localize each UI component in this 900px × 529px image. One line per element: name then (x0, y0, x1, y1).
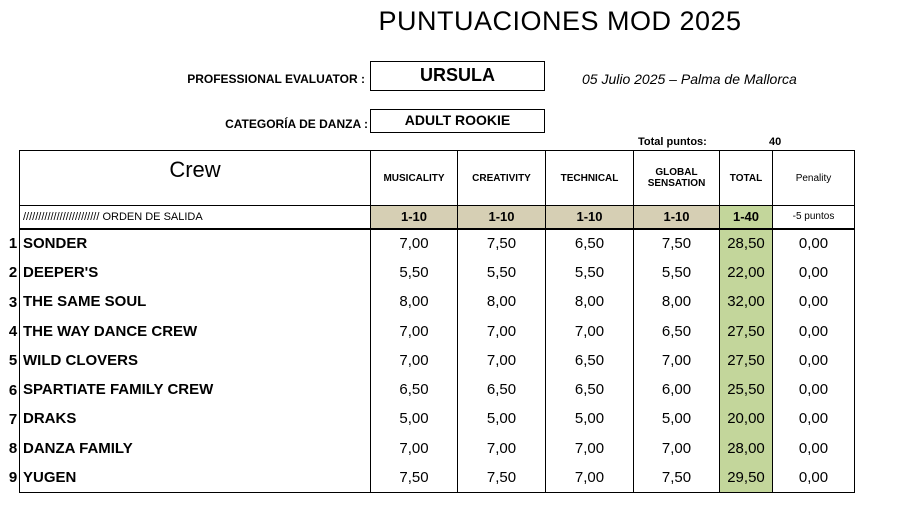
global-sensation-score: 7,00 (634, 434, 720, 463)
global-sensation-score: 6,00 (634, 375, 720, 404)
evaluator-name: URSULA (370, 61, 545, 91)
order-number: 4 (8, 322, 18, 340)
penality-score: 0,00 (773, 434, 855, 463)
total-score: 20,00 (720, 404, 773, 433)
table-row (20, 258, 855, 287)
technical-score: 6,50 (546, 346, 634, 375)
global-sensation-score: 7,50 (634, 463, 720, 492)
total-score: 25,50 (720, 375, 773, 404)
penality-score: 0,00 (773, 346, 855, 375)
table-row (20, 404, 855, 433)
crew-name: SONDER (20, 229, 371, 258)
penality-score: 0,00 (773, 463, 855, 492)
technical-score: 5,50 (546, 258, 634, 287)
penality-score: 0,00 (773, 316, 855, 345)
technical-score: 7,00 (546, 316, 634, 345)
musicality-score: 7,00 (371, 346, 458, 375)
penality-score: 0,00 (773, 229, 855, 258)
penality-score: 0,00 (773, 375, 855, 404)
creativity-score: 7,00 (458, 434, 546, 463)
table-row (20, 434, 855, 463)
global-sensation-score: 7,50 (634, 229, 720, 258)
crew-name: THE SAME SOUL (20, 287, 371, 316)
crew-name: THE WAY DANCE CREW (20, 316, 371, 345)
creativity-score: 8,00 (458, 287, 546, 316)
order-number: 3 (8, 293, 18, 311)
global-sensation-score: 8,00 (634, 287, 720, 316)
penality-score: 0,00 (773, 404, 855, 433)
technical-range: 1-10 (546, 206, 634, 229)
order-number: 2 (8, 264, 18, 282)
total-score: 32,00 (720, 287, 773, 316)
technical-score: 5,00 (546, 404, 634, 433)
creativity-score: 7,00 (458, 346, 546, 375)
musicality-range: 1-10 (371, 206, 458, 229)
event-info: 05 Julio 2025 – Palma de Mallorca (582, 71, 797, 87)
order-label: ///////////////////////// ORDEN DE SALIDA (20, 206, 371, 229)
table-row (20, 463, 855, 492)
total-score: 28,50 (720, 229, 773, 258)
order-number: 1 (8, 235, 18, 252)
creativity-score: 6,50 (458, 375, 546, 404)
technical-score: 6,50 (546, 229, 634, 258)
creativity-score: 7,50 (458, 463, 546, 492)
global-sensation-score: 5,00 (634, 404, 720, 433)
musicality-score: 7,00 (371, 316, 458, 345)
total-score: 28,00 (720, 434, 773, 463)
technical-score: 8,00 (546, 287, 634, 316)
total-score: 27,50 (720, 316, 773, 345)
penality-range: -5 puntos (773, 206, 855, 229)
technical-column-header: TECHNICAL (546, 151, 634, 206)
global-sensation-range: 1-10 (634, 206, 720, 229)
musicality-score: 8,00 (371, 287, 458, 316)
total-score: 29,50 (720, 463, 773, 492)
crew-name: YUGEN (20, 463, 371, 492)
global-sensation-column-header: GLOBAL SENSATION (634, 151, 720, 206)
subheader-row (20, 206, 855, 229)
musicality-score: 7,00 (371, 229, 458, 258)
total-range: 1-40 (720, 206, 773, 229)
table-row (20, 375, 855, 404)
creativity-score: 5,50 (458, 258, 546, 287)
creativity-score: 7,50 (458, 229, 546, 258)
crew-name: WILD CLOVERS (20, 346, 371, 375)
total-points-label: Total puntos: (638, 136, 707, 148)
technical-score: 7,00 (546, 434, 634, 463)
crew-name: DANZA FAMILY (20, 434, 371, 463)
page-title: PUNTUACIONES MOD 2025 (378, 6, 742, 36)
scores-table (19, 150, 855, 493)
category-label: CATEGORÍA DE DANZA : (225, 117, 368, 131)
order-number: 9 (8, 469, 18, 487)
crew-name: SPARTIATE FAMILY CREW (20, 375, 371, 404)
musicality-score: 6,50 (371, 375, 458, 404)
order-number: 8 (8, 440, 18, 458)
musicality-column-header: MUSICALITY (371, 151, 458, 206)
crew-name: DEEPER'S (20, 258, 371, 287)
order-number: 5 (8, 352, 18, 370)
penality-score: 0,00 (773, 258, 855, 287)
penality-score: 0,00 (773, 287, 855, 316)
musicality-score: 7,00 (371, 434, 458, 463)
musicality-score: 5,50 (371, 258, 458, 287)
technical-score: 7,00 (546, 463, 634, 492)
global-sensation-score: 7,00 (634, 346, 720, 375)
total-points-value: 40 (769, 136, 782, 148)
musicality-score: 7,50 (371, 463, 458, 492)
table-row (20, 229, 855, 258)
creativity-score: 7,00 (458, 316, 546, 345)
crew-name: DRAKS (20, 404, 371, 433)
creativity-score: 5,00 (458, 404, 546, 433)
total-score: 22,00 (720, 258, 773, 287)
table-row (20, 287, 855, 316)
category-value: ADULT ROOKIE (370, 109, 545, 133)
evaluator-label: PROFESSIONAL EVALUATOR : (187, 72, 365, 86)
musicality-score: 5,00 (371, 404, 458, 433)
penality-column-header: Penality (773, 151, 855, 206)
table-row (20, 316, 855, 345)
table-row (20, 346, 855, 375)
creativity-range: 1-10 (458, 206, 546, 229)
global-sensation-score: 5,50 (634, 258, 720, 287)
technical-score: 6,50 (546, 375, 634, 404)
creativity-column-header: CREATIVITY (458, 151, 546, 206)
total-column-header: TOTAL (720, 151, 773, 206)
global-sensation-score: 6,50 (634, 316, 720, 345)
header-row (20, 151, 855, 206)
order-number: 7 (8, 410, 18, 428)
order-number: 6 (8, 381, 18, 399)
total-score: 27,50 (720, 346, 773, 375)
crew-column-header: Crew (20, 151, 371, 206)
